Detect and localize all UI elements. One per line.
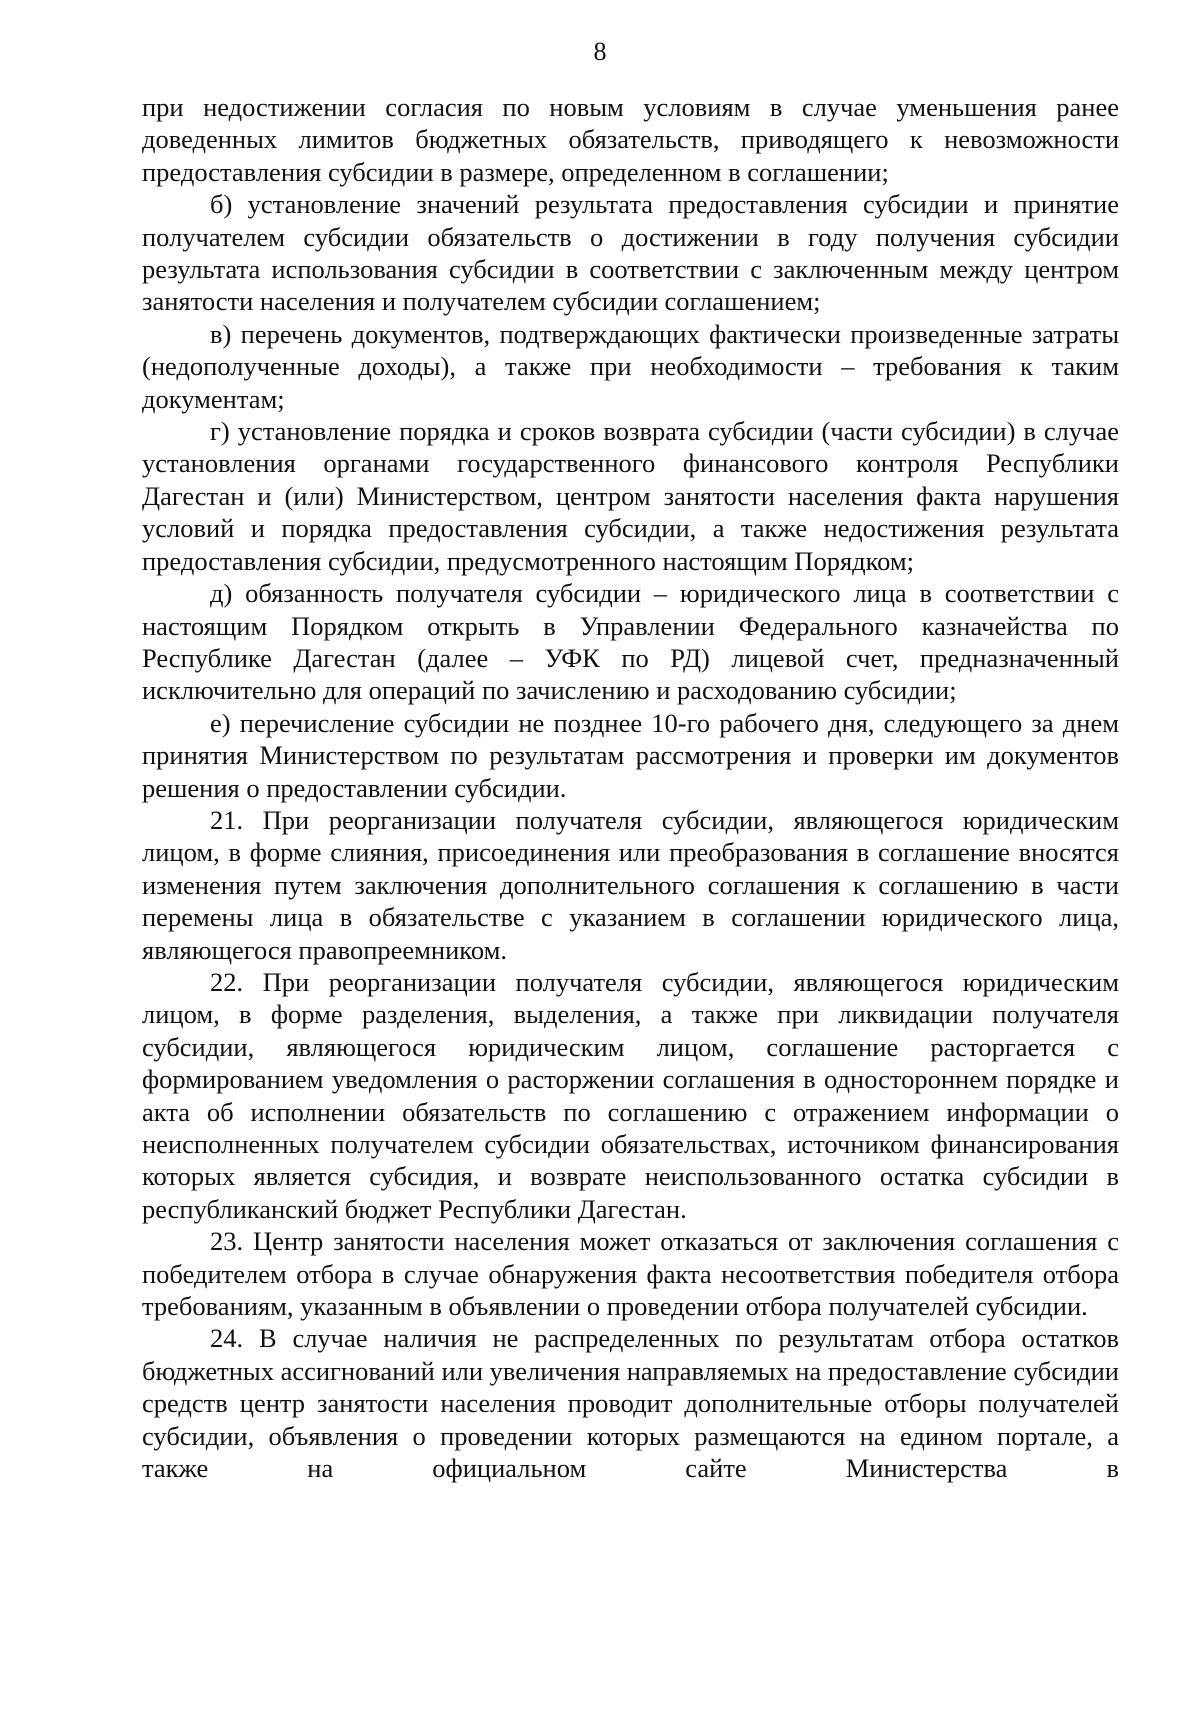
document-body (142, 91, 1119, 1484)
paragraph-21: 21. При реорганизации получателя субсидии, являющегося юридическим лицом, в форме слияния, присоединения или преобразования в соглашение вносятся изменения путем заключения дополнительного соглашения к соглашению в части перемены лица в обязательстве с указанием в соглашении юридического лица, являющегося правопреемником. (142, 804, 1119, 965)
paragraph-continuation: при недостижении согласия по новым условиям в случае уменьшения ранее доведенных лимитов бюджетных обязательств, приводящего к невозможности предоставления субсидии в размере, определенном в соглашении; (142, 92, 1119, 187)
paragraph-item-e: е) перечисление субсидии не позднее 10-го рабочего дня, следующего за днем принятия Министерством по результатам рассмотрения и проверки им документов решения о предоставлении субсидии. (142, 707, 1119, 803)
paragraph-item-g: г) установление порядка и сроков возврата субсидии (части субсидии) в случае установления органами государственного финансового контроля Республики Дагестан и (или) Министерством, центром занятости населения факта нарушения условий и порядка предоставления субсидии, а также недостижения результата предоставления субсидии, предусмотренного настоящим Порядком; (142, 416, 1119, 576)
paragraph-24: 24. В случае наличия не распределенных по результатам отбора остатков бюджетных ассигнований или увеличения направляемых на предоставление субсидии средств центр занятости населения проводит дополнительные отборы получателей субсидии, объявления о проведении которых размещаются на едином портале, а также на официальном сайте Министерства в (142, 1323, 1119, 1484)
page-number: 8 (593, 37, 607, 66)
paragraph-23: 23. Центр занятости населения может отказаться от заключения соглашения с победителем отбора в случае обнаружения факта несоответствия победителя отбора требованиям, указанным в объявлении о проведении отбора получателей субсидии. (142, 1226, 1119, 1322)
paragraph-item-d: д) обязанность получателя субсидии – юридического лица в соответствии с настоящим Порядком открыть в Управлении Федерального казначейства по Республике Дагестан (далее – УФК по РД) лицевой счет, предназначенный исключительно для операций по зачислению и расходованию субсидии; (142, 578, 1119, 706)
paragraph-item-b: б) установление значений результата предоставления субсидии и принятие получателем субсидии обязательств о достижении в году получения субсидии результата использования субсидии в соответствии с заключенным между центром занятости населения и получателем субсидии соглашением; (142, 189, 1119, 317)
paragraph-22: 22. При реорганизации получателя субсидии, являющегося юридическим лицом, в форме разделения, выделения, а также при ликвидации получателя субсидии, являющегося юридическим лицом, соглашение расторгается с формированием уведомления о расторжении соглашения в одностороннем порядке и акта об исполнении обязательств по соглашению с отражением информации о неисполненных получателем субсидии обязательствах, источником финансирования которых является субсидия, и возврате неиспользованного остатка субсидии в республиканский бюджет Республики Дагестан. (142, 966, 1119, 1224)
paragraph-item-v: в) перечень документов, подтверждающих фактически произведенные затраты (недополученные доходы), а также при необходимости – требования к таким документам; (142, 318, 1119, 414)
